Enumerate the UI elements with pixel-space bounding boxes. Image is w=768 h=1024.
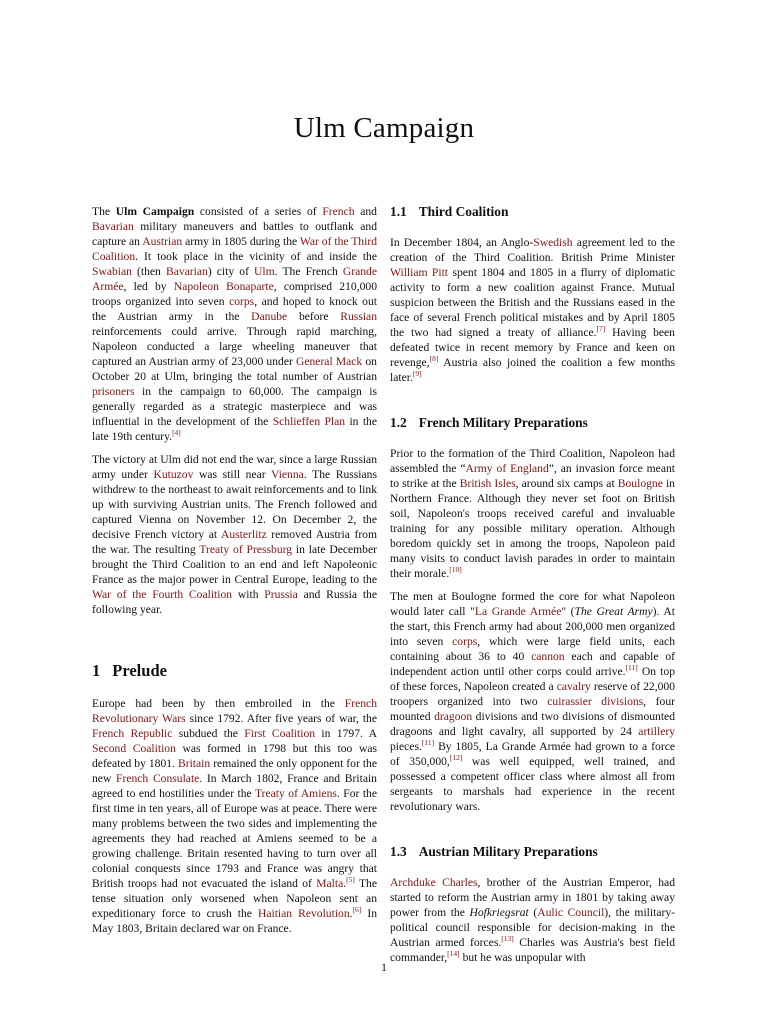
article-link[interactable]: Schlieffen Plan [272, 415, 346, 428]
article-link[interactable]: French Consulate [116, 772, 200, 785]
article-link[interactable]: Russian [340, 310, 377, 323]
article-link[interactable]: artillery [638, 725, 675, 738]
article-link[interactable]: Napoleon Bonaparte [173, 280, 274, 293]
subsection-title: Austrian Military Preparations [418, 844, 598, 859]
article-link[interactable]: cuirassier divisions [547, 695, 644, 708]
article-link[interactable]: First Coalition [244, 727, 316, 740]
citation [346, 875, 355, 884]
citation [422, 738, 434, 747]
article-link[interactable]: corps [452, 635, 478, 648]
article-link[interactable]: dragoon [434, 710, 473, 723]
subsection-heading-french-prep [390, 415, 675, 430]
section-title: Prelude [112, 661, 167, 680]
subsection-heading-austrian-prep [390, 844, 675, 859]
article-link[interactable]: Grande Armée [92, 265, 377, 293]
citation-link[interactable]: [10] [449, 565, 462, 575]
citation-link[interactable]: [9] [412, 369, 422, 379]
italic-term: Hofkriegsrat [469, 906, 529, 919]
article-link[interactable]: War of the Fourth Coalition [92, 588, 233, 601]
subsection-number: 1.1 [390, 204, 407, 219]
citation-link[interactable]: [5] [346, 875, 355, 885]
article-link[interactable]: prisoners [92, 385, 135, 398]
article-link[interactable]: cannon [531, 650, 565, 663]
article-link[interactable]: Malta [316, 877, 344, 890]
left-column [92, 204, 377, 944]
citation [501, 934, 514, 943]
prelude-paragraph-1: Europe had been by then embroiled in the French Revolutionary Wars since 1792. After five years of war, the French Republic subdued the First Coalition in 1797. A Second Coalition was formed in 1798 but this too was defeated by 1801. Britain remained the only opponent for the new French Consulate. In March 1802, France and Britain agreed to end hostilities under the Treaty of Amiens. For the first time in ten years, all of Europe was at peace. There were many problems between the two sides and implementing the agreements they had reached at Amiens seemed to be a growing challenge. Britain resented having to turn over all colonial conquests since 1793 and France was angry that British troops had not evacuated the island of Malta.[5] The tense situation only worsened when Napoleon sent an expeditionary force to crush the Haitian Revolution.[6] In May 1803, Britain declared war on France. [92, 697, 378, 935]
article-link[interactable]: Austerlitz [221, 528, 267, 541]
subsection-title: Third Coalition [418, 204, 509, 219]
page-title: Ulm Campaign [293, 112, 475, 144]
article-link[interactable]: Swabian [92, 265, 132, 278]
french-prep-paragraph-1: Prior to the formation of the Third Coalition, Napoleon had assembled the “Army of England”, an invasion force meant to strike at the British Isles, around six camps at Boulogne in Northern France. Although they never set foot on British soil, Napoleon's troops received careful and invaluable training for any possible military operation. Although boredom quickly set in among the troops, Napoleon paid many visits to conduct lavish parades in order to maintain their morale.[10] [390, 447, 675, 580]
article-link[interactable]: Danube [251, 310, 288, 323]
citation [430, 354, 439, 363]
right-column [390, 204, 675, 973]
subsection-number: 1.2 [390, 415, 407, 430]
article-link[interactable]: corps [229, 295, 255, 308]
article-link[interactable]: Treaty of Amiens [254, 787, 337, 800]
article-link[interactable]: Bavarian [92, 220, 134, 233]
article-link[interactable]: Second Coalition [92, 742, 176, 755]
article-link[interactable]: Aulic Council [537, 906, 605, 919]
article-link[interactable]: Austrian [142, 235, 183, 248]
section-number: 1 [92, 661, 101, 680]
citation-link[interactable]: [8] [429, 354, 439, 364]
article-link[interactable]: La Grande Armée [474, 605, 562, 618]
citation [353, 905, 362, 914]
article-link[interactable]: War of the Third Coalition [92, 235, 377, 263]
italic-term: The Great Army [574, 605, 653, 618]
subsection-title: French Military Preparations [418, 415, 588, 430]
citation-link[interactable]: [11] [421, 738, 435, 748]
citation [449, 565, 462, 574]
french-prep-paragraph-2: The men at Boulogne formed the core for what Napoleon would later call "La Grande Armée" (The Great Army). At the start, this French army had about 200,000 men organized into seven corps, which were large field units, each containing about 36 to 40 cannon each and capable of independent action until other corps could arrive.[11] On top of these forces, Napoleon created a cavalry reserve of 22,000 troopers organized into two cuirassier divisions, four mounted dragoon divisions and two divisions of dismounted dragoons and light cavalry, all supported by 24 artillery pieces.[11] By 1805, La Grande Armée had grown to a force of 350,000,[12] was well equipped, well trained, and possessed a competent officer class where almost all from sergeants to marshals had experience in the recent revolutionary wars. [390, 590, 675, 813]
citation-link[interactable]: [14] [447, 949, 460, 959]
article-link[interactable]: British Isles [459, 477, 516, 490]
citation-link[interactable]: [6] [352, 905, 362, 915]
article-link[interactable]: French [322, 205, 355, 218]
intro-paragraph-1: The Ulm Campaign consisted of a series of French and Bavarian military maneuvers and battles to outflank and capture an Austrian army in 1805 during the War of the Third Coalition. It took place in the vicinity of and inside the Swabian (then Bavarian) city of Ulm. The French Grande Armée, led by Napoleon Bonaparte, comprised 210,000 troops organized into seven corps, and hoped to knock out the Austrian army in the Danube before Russian reinforcements could arrive. Through rapid marching, Napoleon conducted a large wheeling maneuver that captured an Austrian army of 23,000 under General Mack on October 20 at Ulm, bringing the total number of Austrian prisoners in the campaign to 60,000. The campaign is generally regarded as a strategic masterpiece and was influential in the development of the Schlieffen Plan in the late 19th century.[4] [92, 205, 377, 443]
citation [450, 753, 463, 762]
article-link[interactable]: cavalry [556, 680, 591, 693]
article-link[interactable]: Ulm [254, 265, 275, 278]
citation-link[interactable]: [4] [172, 428, 181, 438]
article-link[interactable]: Vienna [271, 468, 304, 481]
article-link[interactable]: Treaty of Pressburg [199, 543, 293, 556]
subsection-heading-third-coalition [390, 204, 675, 219]
subsection-number: 1.3 [390, 844, 407, 859]
third-coalition-paragraph-1: In December 1804, an Anglo-Swedish agreement led to the creation of the Third Coalition. British Prime Minister William Pitt spent 1804 and 1805 in a flurry of diplomatic activity to form a new coalition against France. Mutual suspicion between the British and the Russians eased in the face of several French political mistakes and by April 1805 the two had signed a treaty of alliance.[7] Having been defeated twice in recent memory by France and keen on revenge,[8] Austria also joined the coalition a few months later.[9] [390, 236, 675, 384]
citation [597, 324, 606, 333]
article-link[interactable]: Britain [177, 757, 211, 770]
article-link[interactable]: Bavarian [165, 265, 208, 278]
article-link[interactable]: Haitian Revolution [257, 907, 350, 920]
bold-term: Ulm Campaign [115, 205, 195, 218]
article-link[interactable]: Kutuzov [153, 468, 194, 481]
article-link[interactable]: General Mack [295, 355, 363, 368]
citation-link[interactable]: [12] [449, 753, 463, 763]
citation-link[interactable]: [7] [596, 324, 606, 334]
article-link[interactable]: French Republic [92, 727, 173, 740]
section-heading-prelude [92, 663, 377, 678]
article-link[interactable]: Prussia [264, 588, 298, 601]
citation [172, 428, 181, 437]
citation [413, 369, 422, 378]
article-link[interactable]: Boulogne [617, 477, 663, 490]
austrian-prep-paragraph-1: Archduke Charles, brother of the Austrian Emperor, had started to reform the Austrian army in 1801 by taking away power from the Hofkriegsrat (Aulic Council), the military-political council responsible for decision-making in the Austrian armed forces.[13] Charles was Austria's best field commander,[14] but he was unpopular with [390, 876, 675, 964]
intro-paragraph-2: The victory at Ulm did not end the war, since a large Russian army under Kutuzov was still near Vienna. The Russians withdrew to the northeast to await reinforcements and to link up with surviving Austrian units. The French followed and captured Vienna on November 12. On December 2, the decisive French victory at Austerlitz removed Austria from the war. The resulting Treaty of Pressburg in late December brought the Third Coalition to an end and left Napoleonic France as the major power in Central Europe, leading to the War of the Fourth Coalition with Prussia and Russia the following year. [92, 453, 377, 616]
citation-link[interactable]: [13] [501, 934, 514, 944]
article-link[interactable]: Swedish [533, 236, 573, 249]
article-link[interactable]: Archduke Charles [390, 876, 478, 889]
citation [447, 949, 460, 958]
page-number: 1 [381, 960, 387, 974]
article-link[interactable]: William Pitt [390, 266, 449, 279]
citation [626, 663, 638, 672]
article-link[interactable]: Army of England [465, 462, 549, 475]
article-link[interactable]: French Revolutionary Wars [92, 697, 377, 725]
citation-link[interactable]: [11] [625, 663, 638, 673]
